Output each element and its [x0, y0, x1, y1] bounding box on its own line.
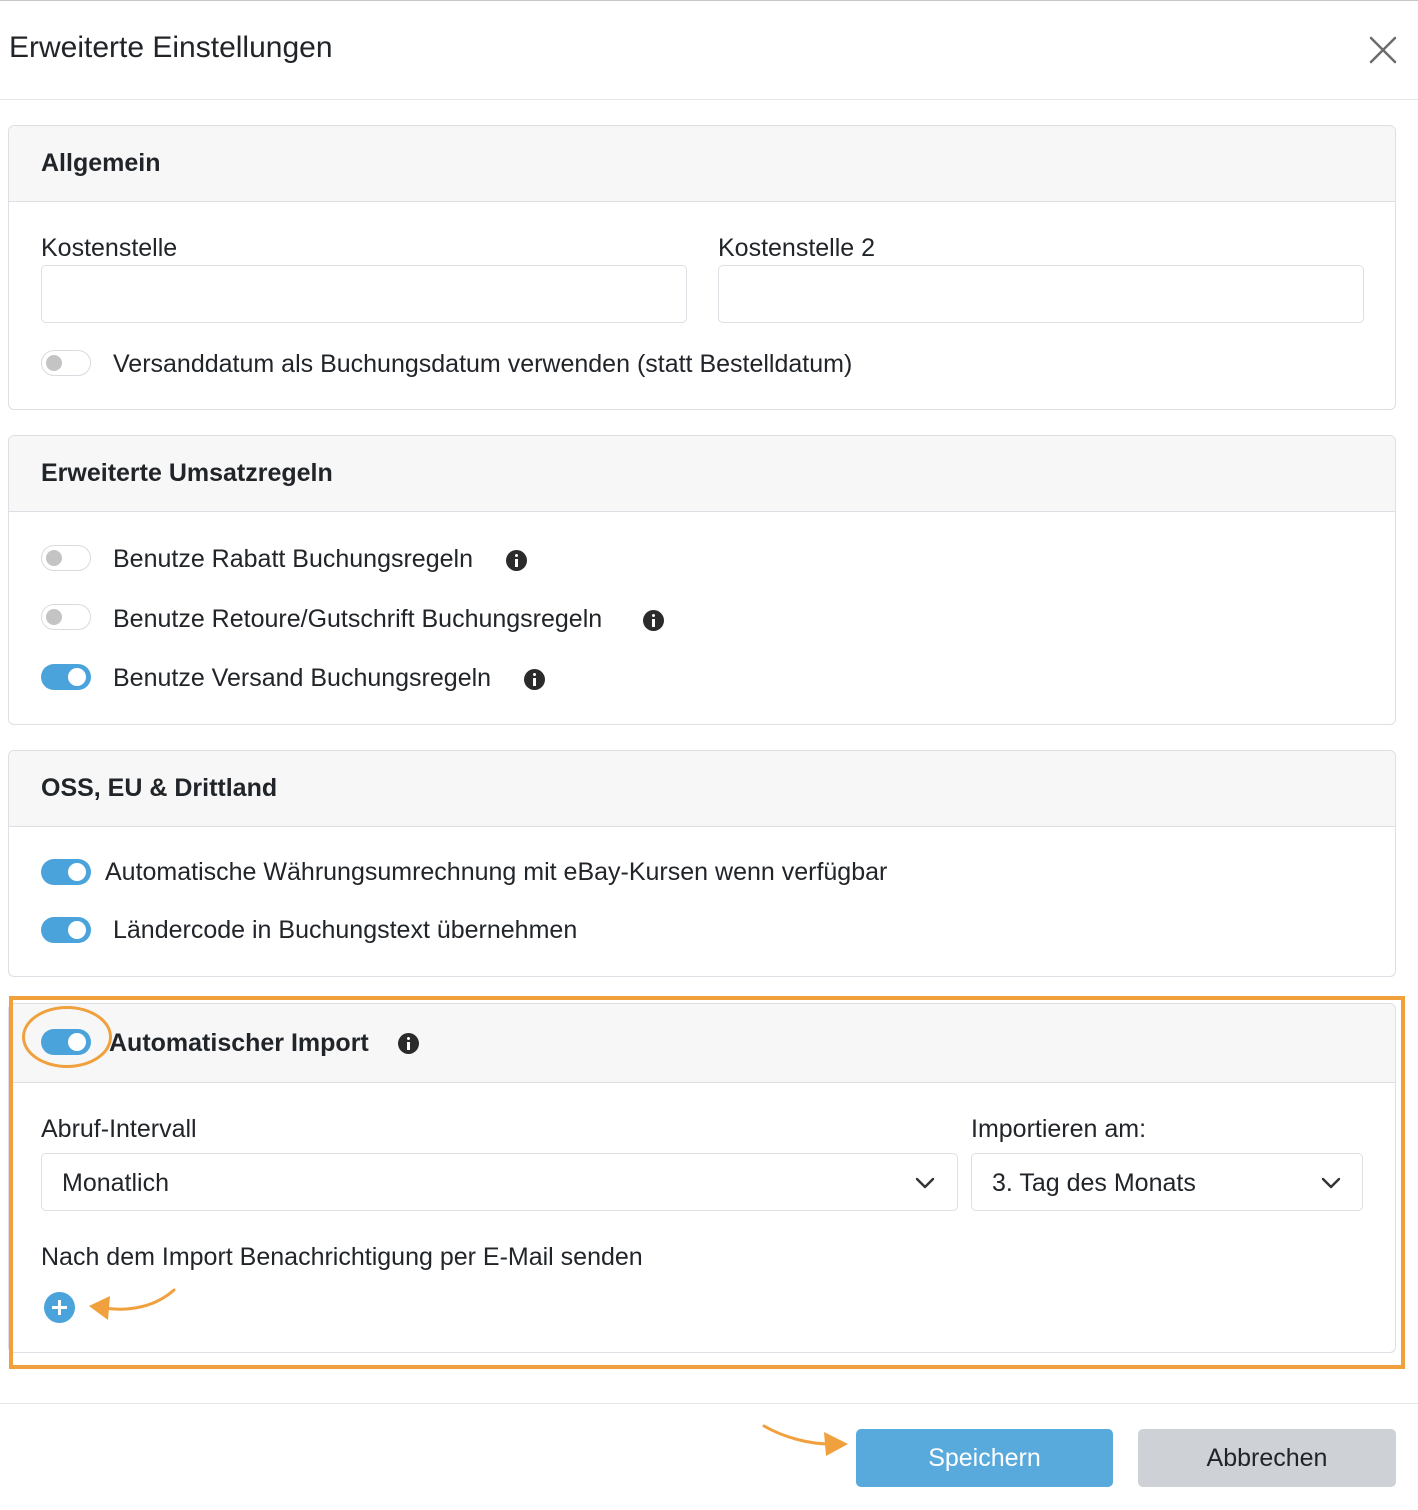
- auto-import-toggle[interactable]: [41, 1029, 91, 1055]
- info-icon[interactable]: [643, 610, 664, 631]
- currency-conversion-toggle[interactable]: [41, 859, 91, 885]
- card-header-general: [9, 126, 1395, 202]
- card-general: [8, 125, 1396, 410]
- card-auto-import: [8, 1003, 1396, 1353]
- close-icon[interactable]: [1366, 33, 1400, 67]
- ship-date-toggle[interactable]: [41, 350, 91, 376]
- card-header-oss: [9, 751, 1395, 827]
- card-title-auto-import: Automatischer Import: [109, 1029, 369, 1057]
- import-on-select-value: 3. Tag des Monats: [992, 1169, 1196, 1197]
- rule-toggle-rabatt[interactable]: [41, 545, 91, 571]
- cost-center2-label: Kostenstelle 2: [718, 234, 876, 262]
- chevron-down-icon: [1320, 1173, 1342, 1193]
- rule-toggle-versand[interactable]: [41, 664, 91, 690]
- card-header-auto-import: [9, 1004, 1395, 1083]
- interval-select[interactable]: [41, 1153, 958, 1211]
- cost-center-input[interactable]: [41, 265, 687, 323]
- card-title-oss: OSS, EU & Drittland: [41, 774, 278, 802]
- country-code-label: Ländercode in Buchungstext übernehmen: [113, 916, 578, 944]
- info-icon[interactable]: [506, 550, 527, 571]
- info-icon[interactable]: [398, 1033, 419, 1054]
- save-button[interactable]: Speichern: [856, 1429, 1113, 1487]
- rule-toggle-retoure[interactable]: [41, 604, 91, 630]
- modal-title: Erweiterte Einstellungen: [9, 31, 333, 64]
- card-title-revenue-rules: Erweiterte Umsatzregeln: [41, 459, 333, 487]
- import-on-label: Importieren am:: [971, 1115, 1147, 1143]
- card-header-revenue-rules: [9, 436, 1395, 512]
- cost-center-label: Kostenstelle: [41, 234, 178, 262]
- plus-circle-icon[interactable]: [44, 1292, 75, 1323]
- card-revenue-rules: [8, 435, 1396, 725]
- rule-label-versand: Benutze Versand Buchungsregeln: [113, 664, 492, 692]
- annotation-arrow-icon: [760, 1422, 852, 1462]
- rule-label-retoure: Benutze Retoure/Gutschrift Buchungsregeln: [113, 605, 603, 633]
- rule-label-rabatt: Benutze Rabatt Buchungsregeln: [113, 545, 473, 573]
- modal-header: [0, 0, 1418, 100]
- chevron-down-icon: [914, 1173, 936, 1193]
- country-code-toggle[interactable]: [41, 917, 91, 943]
- interval-label: Abruf-Intervall: [41, 1115, 197, 1143]
- cancel-button[interactable]: Abbrechen: [1138, 1429, 1396, 1487]
- footer-divider: [0, 1403, 1418, 1404]
- interval-select-value: Monatlich: [62, 1169, 169, 1197]
- card-title-general: Allgemein: [41, 149, 161, 177]
- card-oss: [8, 750, 1396, 977]
- cost-center2-input[interactable]: [718, 265, 1364, 323]
- ship-date-toggle-label: Versanddatum als Buchungsdatum verwenden (statt Bestelldatum): [113, 350, 853, 378]
- import-on-select[interactable]: [971, 1153, 1363, 1211]
- info-icon[interactable]: [524, 669, 545, 690]
- currency-conversion-label: Automatische Währungsumrechnung mit eBay-Kursen wenn verfügbar: [105, 858, 888, 886]
- notify-label: Nach dem Import Benachrichtigung per E-Mail senden: [41, 1243, 643, 1271]
